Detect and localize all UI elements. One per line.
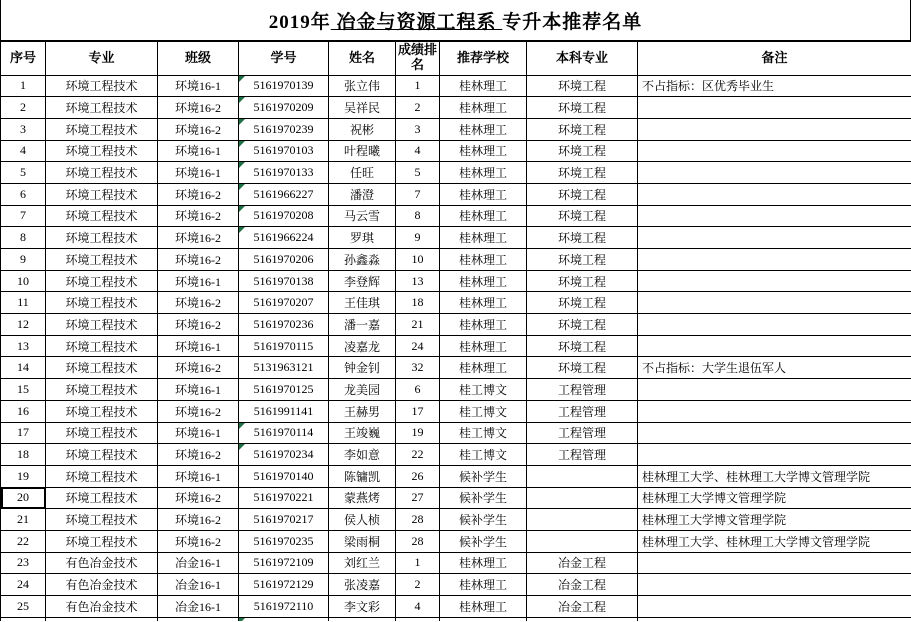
cell-index[interactable]: 7 (1, 205, 46, 227)
cell-remark[interactable] (638, 162, 911, 184)
cell-class[interactable]: 环境16-1 (158, 162, 239, 184)
cell-index[interactable]: 16 (1, 400, 46, 422)
cell-major[interactable]: 环境工程技术 (46, 400, 158, 422)
table-row (1, 379, 911, 401)
cell-rank[interactable]: 24 (396, 335, 440, 357)
cell-student-id[interactable]: 5161970207 (239, 292, 329, 314)
cell-remark[interactable] (638, 270, 911, 292)
cell-rank[interactable]: 18 (396, 292, 440, 314)
cell-rank[interactable]: 4 (396, 140, 440, 162)
cell-school[interactable]: 桂林理工 (440, 140, 527, 162)
cell-major[interactable]: 环境工程技术 (46, 140, 158, 162)
cell-rank[interactable]: 17 (396, 400, 440, 422)
cell-remark[interactable] (638, 140, 911, 162)
cell-major[interactable]: 环境工程技术 (46, 314, 158, 336)
cell-school[interactable]: 候补学生 (440, 465, 527, 487)
table-row (1, 422, 911, 444)
cell-undergrad-major[interactable]: 工程管理 (527, 444, 638, 466)
cell-student-id-green-triangle-icon[interactable]: 5161970209 (239, 97, 329, 119)
cell-school[interactable]: 桂工博文 (440, 379, 527, 401)
table-row (1, 465, 911, 487)
cell-rank[interactable]: 10 (396, 249, 440, 271)
cell-rank[interactable]: 3 (396, 118, 440, 140)
cell-school[interactable]: 桂林理工 (440, 205, 527, 227)
cell-index[interactable]: 6 (1, 183, 46, 205)
cell-index[interactable] (1, 617, 46, 621)
cell-student-id[interactable]: 5161970206 (239, 249, 329, 271)
cell-index[interactable]: 17 (1, 422, 46, 444)
title-underlined-department: 冶金与资源工程系 (330, 11, 503, 33)
cell-name[interactable]: 张凌嘉 (329, 574, 396, 596)
cell-remark[interactable]: 桂林理工大学博文管理学院 (638, 487, 911, 509)
cell-index[interactable]: 24 (1, 574, 46, 596)
col-header-remark[interactable]: 备注 (638, 41, 911, 75)
cell-undergrad-major[interactable]: 冶金工程 (527, 552, 638, 574)
table-row (1, 75, 911, 97)
table-row (1, 205, 911, 227)
cell-index[interactable]: 11 (1, 292, 46, 314)
cell-major[interactable]: 环境工程技术 (46, 292, 158, 314)
cell-undergrad-major[interactable]: 环境工程 (527, 270, 638, 292)
cell-major[interactable]: 环境工程技术 (46, 183, 158, 205)
cell-remark[interactable] (638, 574, 911, 596)
cell-school[interactable]: 候补学生 (440, 509, 527, 531)
cell-remark[interactable] (638, 422, 911, 444)
cell-major[interactable]: 有色冶金技术 (46, 552, 158, 574)
table-row (1, 357, 911, 379)
cell-student-id[interactable]: 5161970115 (239, 335, 329, 357)
cell-class[interactable] (158, 617, 239, 621)
cell-undergrad-major[interactable]: 冶金工程 (527, 596, 638, 618)
cell-remark[interactable] (638, 444, 911, 466)
cell-undergrad-major[interactable] (527, 487, 638, 509)
cell-school[interactable]: 桂工博文 (440, 400, 527, 422)
cell-class[interactable]: 环境16-1 (158, 422, 239, 444)
cell-student-id-green-triangle-icon[interactable]: 5161970139 (239, 75, 329, 97)
col-header-class[interactable]: 班级 (158, 41, 239, 75)
cell-student-id[interactable]: 5131963121 (239, 357, 329, 379)
table-row (1, 596, 911, 618)
cell-student-id[interactable]: 5161972110 (239, 596, 329, 618)
cell-name[interactable]: 潘一嘉 (329, 314, 396, 336)
cell-school[interactable]: 桂林理工 (440, 162, 527, 184)
cell-class[interactable]: 环境16-2 (158, 205, 239, 227)
cell-rank[interactable]: 13 (396, 270, 440, 292)
cell-student-id[interactable]: 5161972129 (239, 574, 329, 596)
cell-undergrad-major[interactable]: 环境工程 (527, 162, 638, 184)
cell-rank[interactable]: 4 (396, 596, 440, 618)
cell-school[interactable]: 桂林理工 (440, 75, 527, 97)
cell-student-id[interactable]: 5161970235 (239, 530, 329, 552)
table-header (1, 41, 911, 75)
cell-rank[interactable]: 2 (396, 574, 440, 596)
cell-major[interactable]: 环境工程技术 (46, 205, 158, 227)
cell-class[interactable]: 环境16-1 (158, 75, 239, 97)
cell-remark[interactable] (638, 552, 911, 574)
cell-undergrad-major[interactable]: 环境工程 (527, 118, 638, 140)
table-row (1, 97, 911, 119)
table-row (1, 400, 911, 422)
cell-rank[interactable]: 32 (396, 357, 440, 379)
table-row (1, 509, 911, 531)
col-header-major[interactable]: 专业 (46, 41, 158, 75)
cell-undergrad-major[interactable] (527, 509, 638, 531)
cell-school[interactable]: 桂林理工 (440, 596, 527, 618)
cell-name[interactable]: 钟金钊 (329, 357, 396, 379)
cell-student-id[interactable]: 5161970217 (239, 509, 329, 531)
cell-name[interactable]: 刘红兰 (329, 552, 396, 574)
cell-student-id-green-triangle-icon[interactable] (239, 617, 329, 621)
cell-major[interactable]: 环境工程技术 (46, 509, 158, 531)
cell-student-id[interactable]: 5161970138 (239, 270, 329, 292)
cell-class[interactable]: 环境16-2 (158, 444, 239, 466)
cell-rank[interactable]: 21 (396, 314, 440, 336)
cell-major[interactable]: 环境工程技术 (46, 465, 158, 487)
cell-rank[interactable] (396, 617, 440, 621)
cell-name[interactable]: 梁雨桐 (329, 530, 396, 552)
table-row (1, 530, 911, 552)
cell-school[interactable]: 桂林理工 (440, 292, 527, 314)
cell-undergrad-major[interactable] (527, 465, 638, 487)
cell-undergrad-major[interactable]: 环境工程 (527, 140, 638, 162)
cell-rank[interactable]: 9 (396, 227, 440, 249)
table-row (1, 140, 911, 162)
cell-rank[interactable]: 1 (396, 75, 440, 97)
cell-name[interactable]: 王赫男 (329, 400, 396, 422)
cell-major[interactable]: 有色冶金技术 (46, 574, 158, 596)
cell-major[interactable]: 环境工程技术 (46, 530, 158, 552)
cell-index[interactable]: 9 (1, 249, 46, 271)
cell-remark[interactable] (638, 183, 911, 205)
cell-student-id[interactable]: 5161970221 (239, 487, 329, 509)
cell-name[interactable]: 罗琪 (329, 227, 396, 249)
table-row (1, 314, 911, 336)
cell-undergrad-major[interactable]: 工程管理 (527, 422, 638, 444)
cell-rank[interactable]: 7 (396, 183, 440, 205)
cell-undergrad-major[interactable]: 环境工程 (527, 335, 638, 357)
cell-rank[interactable]: 5 (396, 162, 440, 184)
table-row (1, 335, 911, 357)
cell-school[interactable]: 桂林理工 (440, 270, 527, 292)
cell-name[interactable]: 王佳琪 (329, 292, 396, 314)
cell-undergrad-major[interactable]: 工程管理 (527, 379, 638, 401)
cell-school[interactable]: 桂林理工 (440, 118, 527, 140)
cell-index[interactable]: 14 (1, 357, 46, 379)
cell-remark[interactable]: 桂林理工大学博文管理学院 (638, 509, 911, 531)
recommendation-table (0, 40, 911, 621)
cell-name[interactable]: 马云雪 (329, 205, 396, 227)
cell-name[interactable]: 蒙燕烤 (329, 487, 396, 509)
table-row (1, 227, 911, 249)
cell-student-id-green-triangle-icon[interactable]: 5161970133 (239, 162, 329, 184)
cell-remark[interactable]: 桂林理工大学、桂林理工大学博文管理学院 (638, 465, 911, 487)
cell-index[interactable]: 2 (1, 97, 46, 119)
cell-major[interactable]: 环境工程技术 (46, 335, 158, 357)
cell-name[interactable]: 潘澄 (329, 183, 396, 205)
cell-name[interactable]: 孙鑫淼 (329, 249, 396, 271)
cell-rank[interactable]: 19 (396, 422, 440, 444)
cell-undergrad-major[interactable]: 环境工程 (527, 75, 638, 97)
cell-major[interactable]: 环境工程技术 (46, 97, 158, 119)
cell-school[interactable]: 桂林理工 (440, 314, 527, 336)
cell-remark[interactable] (638, 400, 911, 422)
cell-name[interactable]: 李如意 (329, 444, 396, 466)
cell-school[interactable]: 候补学生 (440, 487, 527, 509)
cell-name[interactable]: 张立伟 (329, 75, 396, 97)
cell-class[interactable]: 环境16-2 (158, 249, 239, 271)
cell-school[interactable]: 桂林理工 (440, 249, 527, 271)
cell-index[interactable]: 13 (1, 335, 46, 357)
cell-index[interactable]: 21 (1, 509, 46, 531)
cell-student-id-green-triangle-icon[interactable]: 5161970208 (239, 205, 329, 227)
cell-remark[interactable] (638, 596, 911, 618)
cell-student-id[interactable]: 5161970140 (239, 465, 329, 487)
cell-index[interactable]: 8 (1, 227, 46, 249)
cell-school[interactable]: 桂林理工 (440, 357, 527, 379)
cell-rank[interactable]: 1 (396, 552, 440, 574)
col-header-school[interactable]: 推荐学校 (440, 41, 527, 75)
cell-name[interactable]: 凌嘉龙 (329, 335, 396, 357)
cell-class[interactable]: 环境16-2 (158, 227, 239, 249)
col-header-undergrad-major[interactable]: 本科专业 (527, 41, 638, 75)
cell-major[interactable]: 环境工程技术 (46, 249, 158, 271)
cell-index[interactable]: 18 (1, 444, 46, 466)
cell-name[interactable]: 祝彬 (329, 118, 396, 140)
cell-class[interactable]: 环境16-1 (158, 335, 239, 357)
cell-rank[interactable]: 2 (396, 97, 440, 119)
cell-name[interactable]: 吴祥民 (329, 97, 396, 119)
cell-undergrad-major[interactable]: 环境工程 (527, 205, 638, 227)
cell-name[interactable]: 侯人桢 (329, 509, 396, 531)
cell-major[interactable]: 环境工程技术 (46, 227, 158, 249)
cell-class[interactable]: 冶金16-1 (158, 552, 239, 574)
col-header-student-id[interactable]: 学号 (239, 41, 329, 75)
cell-remark[interactable] (638, 118, 911, 140)
cell-major[interactable]: 环境工程技术 (46, 379, 158, 401)
cell-student-id[interactable]: 5161972109 (239, 552, 329, 574)
cell-rank[interactable]: 26 (396, 465, 440, 487)
cell-major[interactable]: 环境工程技术 (46, 270, 158, 292)
cell-rank[interactable]: 8 (396, 205, 440, 227)
cell-major[interactable]: 环境工程技术 (46, 118, 158, 140)
cell-name[interactable]: 龙美园 (329, 379, 396, 401)
cell-remark[interactable]: 不占指标：大学生退伍军人 (638, 357, 911, 379)
col-header-name[interactable]: 姓名 (329, 41, 396, 75)
cell-class[interactable]: 冶金16-1 (158, 596, 239, 618)
cell-remark[interactable] (638, 379, 911, 401)
cell-name[interactable]: 李登辉 (329, 270, 396, 292)
cell-class[interactable]: 环境16-2 (158, 292, 239, 314)
cell-student-id-green-triangle-icon[interactable]: 5161966224 (239, 227, 329, 249)
cell-name[interactable]: 王竣巍 (329, 422, 396, 444)
cell-class[interactable]: 环境16-2 (158, 530, 239, 552)
cell-index[interactable]: 15 (1, 379, 46, 401)
col-header-index[interactable]: 序号 (1, 41, 46, 75)
cell-student-id-green-triangle-icon[interactable]: 5161970239 (239, 118, 329, 140)
table-row (1, 444, 911, 466)
cell-index[interactable]: 5 (1, 162, 46, 184)
cell-name[interactable]: 叶程曦 (329, 140, 396, 162)
title-suffix: 专升本推荐名单 (502, 11, 643, 33)
cell-school[interactable]: 桂林理工 (440, 335, 527, 357)
col-header-rank[interactable]: 成绩排名 (396, 41, 440, 75)
cell-class[interactable]: 环境16-2 (158, 118, 239, 140)
cell-class[interactable]: 环境16-1 (158, 270, 239, 292)
cell-index[interactable]: 1 (1, 75, 46, 97)
cell-major[interactable]: 环境工程技术 (46, 357, 158, 379)
cell-class[interactable]: 环境16-2 (158, 357, 239, 379)
cell-index[interactable]: 3 (1, 118, 46, 140)
cell-rank[interactable]: 27 (396, 487, 440, 509)
page-title (0, 0, 911, 40)
cell-remark[interactable] (638, 617, 911, 621)
cell-school[interactable]: 桂林理工 (440, 227, 527, 249)
cell-class[interactable]: 环境16-2 (158, 97, 239, 119)
cell-remark[interactable] (638, 335, 911, 357)
cell-major[interactable]: 环境工程技术 (46, 422, 158, 444)
cell-name[interactable] (329, 617, 396, 621)
cell-class[interactable]: 冶金16-1 (158, 574, 239, 596)
cell-school[interactable]: 桂林理工 (440, 552, 527, 574)
cell-major[interactable]: 环境工程技术 (46, 444, 158, 466)
cell-school[interactable]: 桂工博文 (440, 422, 527, 444)
cell-index[interactable]: 19 (1, 465, 46, 487)
cell-remark[interactable] (638, 227, 911, 249)
cell-index[interactable]: 22 (1, 530, 46, 552)
cell-remark[interactable] (638, 292, 911, 314)
table-body (1, 75, 911, 621)
table-row (1, 487, 911, 509)
table-row (1, 270, 911, 292)
table-row (1, 183, 911, 205)
cell-school[interactable]: 桂林理工 (440, 574, 527, 596)
cell-student-id[interactable]: 5161970125 (239, 379, 329, 401)
header-row (1, 41, 911, 75)
cell-undergrad-major[interactable]: 环境工程 (527, 357, 638, 379)
cell-index[interactable]: 23 (1, 552, 46, 574)
cell-index[interactable]: 4 (1, 140, 46, 162)
cell-school[interactable]: 桂林理工 (440, 183, 527, 205)
cell-major[interactable]: 环境工程技术 (46, 487, 158, 509)
table-row (1, 617, 911, 621)
cell-major[interactable] (46, 617, 158, 621)
table-row (1, 552, 911, 574)
cell-school[interactable] (440, 617, 527, 621)
cell-undergrad-major[interactable] (527, 530, 638, 552)
cell-school[interactable]: 桂林理工 (440, 97, 527, 119)
cell-undergrad-major[interactable]: 工程管理 (527, 400, 638, 422)
cell-class[interactable]: 环境16-2 (158, 400, 239, 422)
cell-index[interactable]: 10 (1, 270, 46, 292)
cell-name[interactable]: 陈镛凯 (329, 465, 396, 487)
cell-student-id-green-triangle-icon[interactable]: 5161970114 (239, 422, 329, 444)
cell-remark[interactable] (638, 249, 911, 271)
cell-class[interactable]: 环境16-2 (158, 487, 239, 509)
cell-index[interactable]: 25 (1, 596, 46, 618)
table-row (1, 249, 911, 271)
cell-name[interactable]: 李文彩 (329, 596, 396, 618)
cell-remark[interactable] (638, 314, 911, 336)
cell-remark[interactable]: 不占指标：区优秀毕业生 (638, 75, 911, 97)
cell-rank[interactable]: 22 (396, 444, 440, 466)
cell-student-id-green-triangle-icon[interactable]: 5161970103 (239, 140, 329, 162)
cell-index[interactable]: 20 (1, 487, 46, 509)
table-row (1, 118, 911, 140)
cell-index[interactable]: 12 (1, 314, 46, 336)
cell-undergrad-major[interactable] (527, 617, 638, 621)
cell-class[interactable]: 环境16-2 (158, 183, 239, 205)
cell-student-id[interactable]: 5161970236 (239, 314, 329, 336)
cell-undergrad-major[interactable]: 环境工程 (527, 249, 638, 271)
cell-name[interactable]: 任旺 (329, 162, 396, 184)
cell-student-id[interactable]: 5161991141 (239, 400, 329, 422)
cell-student-id-green-triangle-icon[interactable]: 5161966227 (239, 183, 329, 205)
cell-undergrad-major[interactable]: 环境工程 (527, 227, 638, 249)
cell-class[interactable]: 环境16-1 (158, 379, 239, 401)
cell-class[interactable]: 环境16-1 (158, 140, 239, 162)
cell-undergrad-major[interactable]: 冶金工程 (527, 574, 638, 596)
title-prefix: 2019年 (268, 11, 331, 33)
cell-major[interactable]: 环境工程技术 (46, 162, 158, 184)
cell-remark[interactable]: 桂林理工大学、桂林理工大学博文管理学院 (638, 530, 911, 552)
cell-major[interactable]: 有色冶金技术 (46, 596, 158, 618)
cell-undergrad-major[interactable]: 环境工程 (527, 292, 638, 314)
cell-major[interactable]: 环境工程技术 (46, 75, 158, 97)
table-row (1, 574, 911, 596)
table-row (1, 292, 911, 314)
cell-rank[interactable]: 6 (396, 379, 440, 401)
table-row (1, 162, 911, 184)
cell-rank[interactable]: 28 (396, 530, 440, 552)
cell-school[interactable]: 候补学生 (440, 530, 527, 552)
cell-remark[interactable] (638, 205, 911, 227)
cell-student-id-green-triangle-icon[interactable]: 5161970234 (239, 444, 329, 466)
cell-class[interactable]: 环境16-2 (158, 509, 239, 531)
cell-class[interactable]: 环境16-1 (158, 465, 239, 487)
cell-rank[interactable]: 28 (396, 509, 440, 531)
cell-school[interactable]: 桂工博文 (440, 444, 527, 466)
cell-undergrad-major[interactable]: 环境工程 (527, 97, 638, 119)
cell-class[interactable]: 环境16-2 (158, 314, 239, 336)
cell-remark[interactable] (638, 97, 911, 119)
cell-undergrad-major[interactable]: 环境工程 (527, 314, 638, 336)
cell-undergrad-major[interactable]: 环境工程 (527, 183, 638, 205)
